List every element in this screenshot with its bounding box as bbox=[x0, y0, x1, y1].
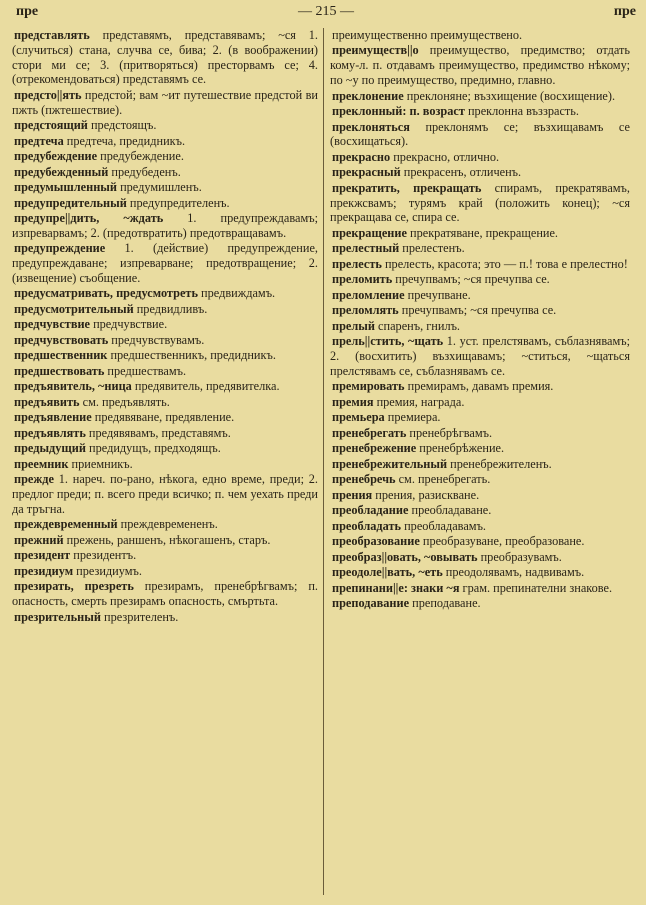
dictionary-entry bbox=[330, 288, 630, 303]
entry-headword: преклонный: п. возраст bbox=[332, 104, 465, 119]
entry-definition: спаренъ, гнилъ. bbox=[374, 318, 461, 333]
entry-definition: 1. уст. прелстявамъ, съблазнявамъ; 2. (восхитить) възхищавамъ; ~ститься, ~щаться прелстявамъ се, съблазнявамъ се. bbox=[330, 334, 630, 378]
dictionary-entry bbox=[12, 379, 318, 394]
entry-headword: прекратить, прекращать bbox=[332, 180, 482, 195]
entry-headword: предшествовать bbox=[14, 363, 105, 378]
entry-headword: представлять bbox=[14, 28, 90, 42]
entry-headword: предупреждение bbox=[14, 241, 106, 256]
entry-headword: преклоняться bbox=[332, 119, 410, 134]
entry-headword: премьера bbox=[332, 410, 385, 425]
entry-headword: преломлять bbox=[332, 303, 399, 318]
entry-definition: премиера. bbox=[384, 410, 441, 425]
dictionary-entry bbox=[12, 472, 318, 516]
dictionary-entry bbox=[330, 488, 630, 503]
entry-headword: преемник bbox=[14, 456, 69, 471]
dictionary-entry bbox=[330, 565, 630, 580]
dictionary-entry bbox=[12, 457, 318, 472]
header-guide-word-right: пре bbox=[613, 4, 636, 19]
dictionary-entry bbox=[12, 441, 318, 456]
dictionary-entry bbox=[330, 257, 630, 272]
entry-definition: предстоящъ. bbox=[87, 118, 157, 133]
dictionary-entry bbox=[12, 302, 318, 317]
dictionary-entry bbox=[330, 334, 630, 378]
dictionary-entry bbox=[330, 426, 630, 441]
entry-definition: прекрасенъ, отличенъ. bbox=[400, 165, 522, 180]
dictionary-entry bbox=[12, 579, 318, 609]
entry-definition: пречупвамъ; ~ся пречупва се. bbox=[398, 303, 557, 318]
entry-definition: предшественникъ, предидникъ. bbox=[107, 348, 276, 363]
entry-definition: преклоняне; възхищение (восхищение). bbox=[403, 88, 616, 103]
entry-headword: преподавание bbox=[332, 596, 410, 611]
dictionary-entry bbox=[12, 241, 318, 285]
entry-headword: предъявлять bbox=[14, 425, 86, 440]
entry-definition: 1. нареч. по-рано, нѣкога, едно време, преди; 2. предлог преди; п. всего преди всичко; п. чем уехать преди да тръгна. bbox=[12, 472, 318, 516]
entry-headword: предчувствовать bbox=[14, 332, 109, 347]
entry-definition: см. пренебрегать. bbox=[395, 472, 491, 487]
dictionary-entry bbox=[12, 426, 318, 441]
dictionary-entry bbox=[330, 43, 630, 87]
dictionary-entry bbox=[12, 28, 318, 87]
dictionary-entry bbox=[12, 348, 318, 363]
header-guide-word-left: пре bbox=[16, 4, 39, 19]
entry-headword: предъявитель, ~ница bbox=[14, 379, 132, 394]
entry-definition: грам. препинателни знакове. bbox=[459, 580, 613, 595]
entry-headword: предсто||ять bbox=[14, 87, 82, 102]
dictionary-entry bbox=[330, 120, 630, 150]
entry-headword: предусматривать, предусмотреть bbox=[14, 286, 198, 301]
entry-headword: пренебрежение bbox=[332, 441, 417, 456]
entry-headword: президент bbox=[14, 548, 71, 563]
page-number: — 215 — bbox=[298, 4, 354, 19]
dictionary-entry bbox=[330, 89, 630, 104]
dictionary-entry bbox=[330, 165, 630, 180]
entry-definition: прелестенъ. bbox=[399, 241, 465, 256]
entry-headword: преобладать bbox=[332, 518, 402, 533]
dictionary-entry bbox=[12, 286, 318, 301]
dictionary-entry bbox=[330, 241, 630, 256]
entry-definition: президиумъ. bbox=[73, 563, 142, 578]
entry-headword: преломление bbox=[332, 287, 405, 302]
entry-headword: предчувствие bbox=[14, 317, 90, 332]
dictionary-entry bbox=[330, 181, 630, 225]
entry-definition: пречупвамъ; ~ся пречупва се. bbox=[392, 272, 550, 287]
entry-definition: преимущество, предимство; отдать кому-л. п. отдавамъ преимущество, предимство нѣкому; по ~у по преимущество, предимно, главно. bbox=[330, 43, 630, 88]
dictionary-entry bbox=[330, 472, 630, 487]
dictionary-entry bbox=[12, 165, 318, 180]
entry-definition: премия, награда. bbox=[373, 394, 465, 409]
entry-headword: премировать bbox=[332, 379, 405, 394]
dictionary-entry bbox=[330, 581, 630, 596]
entry-headword: преобразование bbox=[332, 534, 420, 549]
dictionary-entry bbox=[12, 364, 318, 379]
entry-headword: прекращение bbox=[332, 225, 407, 240]
dictionary-entry bbox=[12, 610, 318, 625]
dictionary-entry bbox=[12, 395, 318, 410]
entry-headword: прелесть bbox=[332, 256, 382, 271]
dictionary-entry bbox=[330, 319, 630, 334]
dictionary-entry bbox=[12, 333, 318, 348]
dictionary-entry bbox=[330, 150, 630, 165]
entry-definition: преобразуване, преобразоване. bbox=[419, 534, 585, 549]
entry-headword: преобраз||овать, ~овывать bbox=[332, 549, 478, 564]
entry-definition: спирамъ, прекратявамъ, прекжсвамъ; турямъ край (положить конец); ~ся прекращава се, спира се. bbox=[330, 180, 630, 225]
entry-definition: пренебрѣжение. bbox=[416, 441, 505, 456]
dictionary-entry bbox=[12, 196, 318, 211]
entry-definition: предвидливъ. bbox=[133, 301, 208, 316]
entry-definition: преподаване. bbox=[409, 596, 481, 611]
entry-definition: пречупване. bbox=[404, 287, 471, 302]
entry-definition: прения, разискване. bbox=[372, 487, 480, 502]
dictionary-entry bbox=[330, 441, 630, 456]
entry-definition: приемникъ. bbox=[68, 456, 133, 471]
entry-headword: преобладание bbox=[332, 503, 409, 518]
dictionary-entry bbox=[12, 134, 318, 149]
entry-definition: презирамъ, пренебрѣгвамъ; п. опасность, смерть презирамъ опасность, смъртьта. bbox=[12, 579, 318, 609]
dictionary-entry bbox=[330, 503, 630, 518]
entry-headword: прель||стить, ~щать bbox=[332, 334, 444, 349]
entry-definition: пренебрѣгвамъ. bbox=[406, 425, 493, 440]
entry-definition: предчувствие. bbox=[90, 317, 168, 332]
entry-headword: премия bbox=[332, 394, 374, 409]
dictionary-entry bbox=[12, 211, 318, 241]
entry-headword: преимуществ||о bbox=[332, 43, 419, 58]
entry-definition: предявявамъ, представямъ. bbox=[85, 425, 231, 440]
entry-headword: президиум bbox=[14, 563, 74, 578]
entry-definition: 1. предупреждавамъ; изпреварвамъ; 2. (предотвратить) предотвращавамъ. bbox=[12, 211, 318, 240]
entry-definition: премирамъ, давамъ премия. bbox=[404, 379, 554, 394]
entry-definition: предявяване, предявление. bbox=[91, 410, 235, 425]
entry-headword: преодоле||вать, ~еть bbox=[332, 565, 443, 580]
entry-definition: преклонямъ се; възхищавамъ се (восхищаться). bbox=[330, 119, 630, 149]
entry-definition: предубеждение. bbox=[97, 149, 184, 164]
entry-headword: предъявить bbox=[14, 394, 80, 409]
entry-headword: предъявление bbox=[14, 410, 92, 425]
entry-definition: предвиждамъ. bbox=[197, 286, 276, 301]
dictionary-entry bbox=[330, 596, 630, 611]
dictionary-entry bbox=[12, 149, 318, 164]
entry-headword: препинани||е: знаки ~я bbox=[332, 580, 460, 595]
dictionary-entry bbox=[12, 317, 318, 332]
entry-definition: прежень, раншенъ, нѣкогашенъ, старъ. bbox=[63, 532, 271, 547]
entry-definition: см. предъявлять. bbox=[79, 394, 170, 409]
entry-definition: представямъ, представявамъ; ~ся 1. (случиться) стана, случва се, бива; 2. (в воображении) стори ми се; 3. (притворяться) престорвамъ се; 4. (отрекомендоваться) представямъ се. bbox=[12, 28, 318, 87]
entry-headword: предубежденный bbox=[14, 164, 109, 179]
dictionary-entry bbox=[330, 272, 630, 287]
entry-definition: преобладавамъ. bbox=[401, 518, 487, 533]
entry-headword: прежний bbox=[14, 532, 64, 547]
entry-headword: презрительный bbox=[14, 609, 101, 624]
entry-definition: предстой; вам ~ит путешествие предстой ви пжть (пжтешествие). bbox=[12, 87, 318, 117]
entry-headword: предупредительный bbox=[14, 195, 127, 210]
entry-definition: преобладаване. bbox=[408, 503, 492, 518]
entry-headword: предыдущий bbox=[14, 441, 86, 456]
entry-headword: предусмотрительный bbox=[14, 301, 134, 316]
dictionary-entry bbox=[330, 519, 630, 534]
column-divider bbox=[323, 28, 324, 895]
dictionary-entry bbox=[12, 533, 318, 548]
dictionary-entry bbox=[12, 180, 318, 195]
entry-definition: предявитель, предявителка. bbox=[131, 379, 280, 394]
left-column bbox=[12, 28, 318, 897]
dictionary-entry bbox=[330, 226, 630, 241]
dictionary-entry bbox=[330, 534, 630, 549]
entry-headword: предшественник bbox=[14, 348, 108, 363]
entry-definition: предидущъ, предходящъ. bbox=[85, 441, 221, 456]
page-header bbox=[16, 4, 636, 24]
entry-definition: предтеча, предидникъ. bbox=[63, 133, 186, 148]
entry-definition: прекратяване, прекращение. bbox=[406, 225, 559, 240]
entry-headword: предумышленный bbox=[14, 180, 117, 195]
dictionary-entry bbox=[12, 517, 318, 532]
entry-headword: преломить bbox=[332, 272, 393, 287]
dictionary-entry bbox=[12, 548, 318, 563]
dictionary-entry bbox=[330, 410, 630, 425]
entry-headword: презирать, презреть bbox=[14, 579, 134, 594]
dictionary-entry bbox=[12, 118, 318, 133]
entry-definition: президентъ. bbox=[70, 548, 137, 563]
dictionary-entry bbox=[330, 457, 630, 472]
entry-definition: 1. (действие) предупреждение, предупреждаване; изпреварване; предотвращение; 2. (извещение) съобщение. bbox=[12, 241, 318, 285]
entry-definition: преимущественно преимуществено. bbox=[332, 28, 523, 42]
entry-definition: предубеденъ. bbox=[108, 164, 181, 179]
entry-headword: пренебрежительный bbox=[332, 456, 448, 471]
entry-definition: преклонна въззрасть. bbox=[464, 104, 579, 119]
entry-headword: предстоящий bbox=[14, 118, 88, 133]
entry-definition: пренебрежителенъ. bbox=[447, 456, 552, 471]
entry-headword: пренебрегать bbox=[332, 425, 407, 440]
dictionary-entry bbox=[330, 550, 630, 565]
right-column bbox=[330, 28, 630, 897]
entry-headword: прекрасно bbox=[332, 149, 391, 164]
entry-headword: пренебречь bbox=[332, 472, 396, 487]
dictionary-entry bbox=[12, 410, 318, 425]
entry-headword: прежде bbox=[14, 472, 54, 487]
entry-headword: прекрасный bbox=[332, 165, 401, 180]
dictionary-entry bbox=[330, 28, 630, 43]
dictionary-entry bbox=[330, 303, 630, 318]
entry-headword: прения bbox=[332, 487, 373, 502]
dictionary-entry bbox=[12, 564, 318, 579]
entry-definition: презрителенъ. bbox=[100, 609, 179, 624]
entry-headword: прелестный bbox=[332, 241, 400, 256]
entry-definition: преобразувамъ. bbox=[477, 549, 562, 564]
entry-definition: предупредителенъ. bbox=[126, 195, 230, 210]
entry-definition: предчувствувамъ. bbox=[108, 332, 205, 347]
entry-headword: прелый bbox=[332, 318, 375, 333]
entry-definition: преждевремененъ. bbox=[117, 517, 218, 532]
dictionary-entry bbox=[12, 88, 318, 118]
entry-definition: прекрасно, отлично. bbox=[390, 149, 500, 164]
entry-headword: преждевременный bbox=[14, 517, 118, 532]
entry-definition: предумишленъ. bbox=[117, 180, 202, 195]
dictionary-entry bbox=[330, 104, 630, 119]
entry-definition: преодолявамъ, надвивамъ. bbox=[442, 565, 585, 580]
entry-definition: прелесть, красота; это — п.! това е прелестно! bbox=[381, 256, 628, 271]
dictionary-entry bbox=[330, 395, 630, 410]
entry-headword: предубеждение bbox=[14, 149, 98, 164]
entry-headword: преклонение bbox=[332, 88, 404, 103]
entry-definition: предшествамъ. bbox=[104, 363, 187, 378]
dictionary-entry bbox=[330, 379, 630, 394]
entry-headword: предупре||дить, ~ждать bbox=[14, 211, 164, 226]
entry-headword: предтеча bbox=[14, 133, 64, 148]
